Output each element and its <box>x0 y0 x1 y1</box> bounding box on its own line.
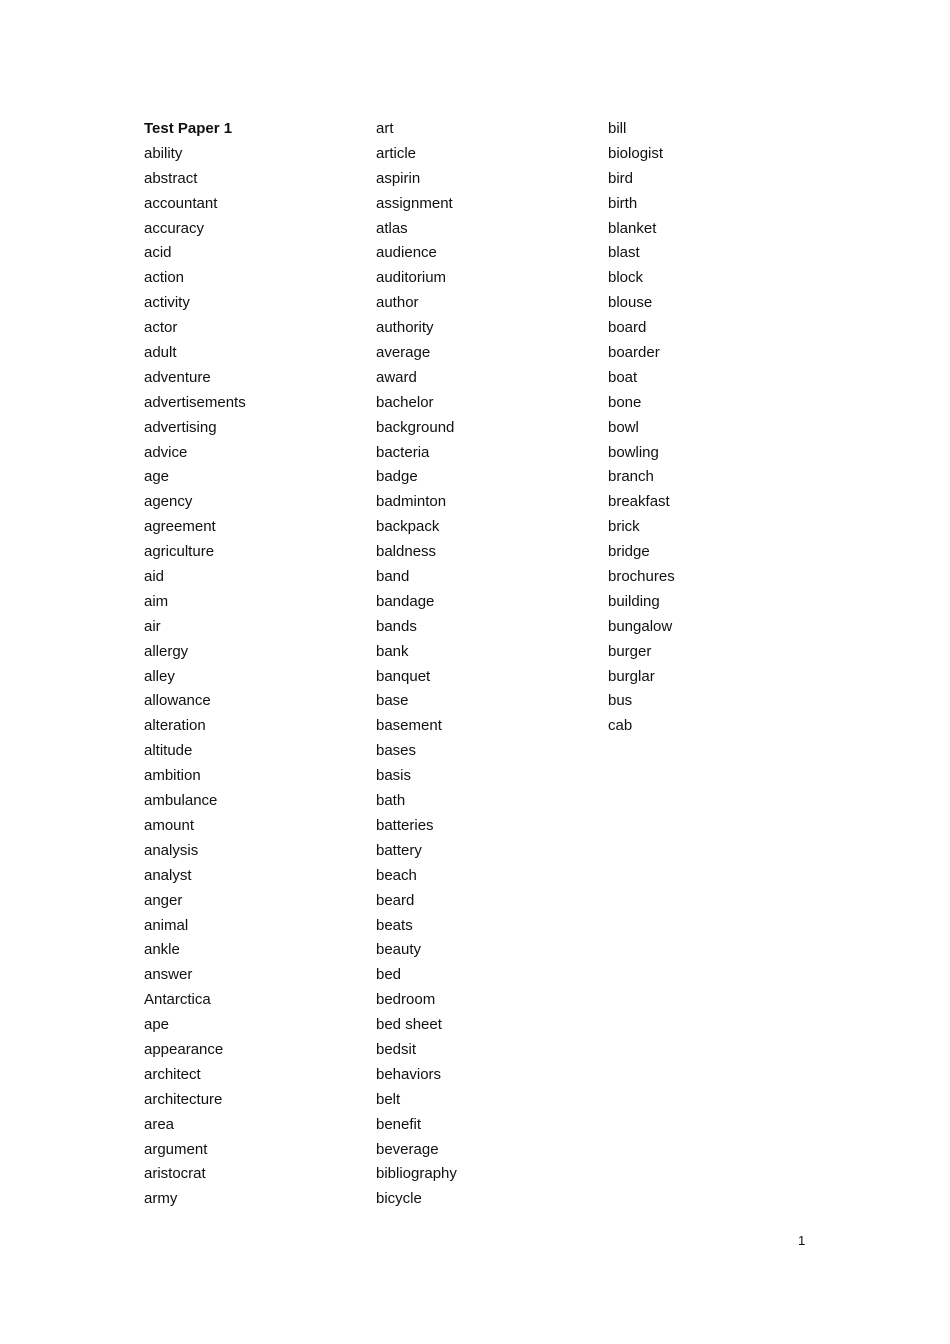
word-item: action <box>144 269 185 287</box>
word-item: ambulance <box>144 792 218 810</box>
word-item: bed <box>376 966 402 984</box>
word-item: amount <box>144 816 195 834</box>
word-item: bungalow <box>608 617 673 635</box>
word-item: baldness <box>376 543 437 561</box>
word-item: burger <box>608 642 652 660</box>
word-item: backpack <box>376 518 440 536</box>
word-item: audience <box>376 244 437 262</box>
word-item: bands <box>376 617 417 635</box>
word-item: aim <box>144 592 169 610</box>
word-item: award <box>376 368 417 386</box>
word-item: belt <box>376 1090 401 1108</box>
word-item: ankle <box>144 941 180 959</box>
word-item: biologist <box>608 144 664 162</box>
word-item: building <box>608 592 660 610</box>
word-item: allergy <box>144 642 189 660</box>
word-item: army <box>144 1190 178 1208</box>
word-item: badge <box>376 468 418 486</box>
word-item: band <box>376 568 410 586</box>
word-item: battery <box>376 841 422 859</box>
word-item: abstract <box>144 169 198 187</box>
word-item: bandage <box>376 592 435 610</box>
document-title: Test Paper 1 <box>144 120 233 137</box>
word-item: authority <box>376 319 434 337</box>
word-item: bill <box>608 120 627 137</box>
word-item: bases <box>376 742 417 760</box>
word-item: bridge <box>608 543 650 561</box>
word-item: bus <box>608 692 633 710</box>
word-item: argument <box>144 1140 208 1158</box>
word-item: air <box>144 617 161 635</box>
word-item: basement <box>376 717 442 735</box>
word-item: bedsit <box>376 1040 417 1058</box>
word-item: accuracy <box>144 219 205 237</box>
word-item: blast <box>608 244 640 262</box>
word-column-3 <box>608 117 675 739</box>
word-item: analyst <box>144 866 192 884</box>
word-item: altitude <box>144 742 193 760</box>
word-item: beverage <box>376 1140 439 1158</box>
word-item: architect <box>144 1065 201 1083</box>
word-item: agriculture <box>144 543 215 561</box>
word-item: badminton <box>376 493 447 511</box>
word-item: blouse <box>608 294 653 312</box>
word-item: bath <box>376 792 406 810</box>
word-item: boat <box>608 368 638 386</box>
word-item: ape <box>144 1016 170 1034</box>
word-item: actor <box>144 319 178 337</box>
word-item: age <box>144 468 170 486</box>
word-item: acid <box>144 244 172 262</box>
word-item: advertising <box>144 418 217 436</box>
word-item: advertisements <box>144 393 246 411</box>
word-item: behaviors <box>376 1065 442 1083</box>
word-item: background <box>376 418 455 436</box>
word-item: branch <box>608 468 654 486</box>
word-item: alley <box>144 667 175 685</box>
word-item: allowance <box>144 692 211 710</box>
word-item: birth <box>608 194 638 212</box>
word-item: beauty <box>376 941 422 959</box>
word-item: anger <box>144 891 183 909</box>
word-item: beard <box>376 891 415 909</box>
word-item: bed sheet <box>376 1016 442 1034</box>
word-item: answer <box>144 966 193 984</box>
word-item: average <box>376 344 431 362</box>
word-item: block <box>608 269 644 287</box>
word-item: blanket <box>608 219 657 237</box>
word-item: agreement <box>144 518 216 536</box>
word-item: aid <box>144 568 165 586</box>
word-item: bicycle <box>376 1190 422 1208</box>
word-item: bowl <box>608 418 639 436</box>
word-item: activity <box>144 294 190 312</box>
word-item: agency <box>144 493 193 511</box>
word-item: cab <box>608 717 633 735</box>
word-item: adventure <box>144 368 211 386</box>
word-item: breakfast <box>608 493 670 511</box>
word-item: alteration <box>144 717 206 735</box>
word-item: batteries <box>376 816 434 834</box>
word-item: architecture <box>144 1090 223 1108</box>
word-item: boarder <box>608 344 660 362</box>
word-item: bird <box>608 169 634 187</box>
word-item: basis <box>376 767 412 785</box>
word-item: author <box>376 294 419 312</box>
word-item: article <box>376 144 417 162</box>
word-item: banquet <box>376 667 431 685</box>
word-item: bachelor <box>376 393 434 411</box>
word-item: bacteria <box>376 443 430 461</box>
word-item: accountant <box>144 194 218 212</box>
word-item: art <box>376 120 394 137</box>
word-item: aspirin <box>376 169 421 187</box>
word-item: advice <box>144 443 188 461</box>
word-item: area <box>144 1115 175 1133</box>
word-item: atlas <box>376 219 408 237</box>
word-item: assignment <box>376 194 453 212</box>
word-item: beach <box>376 866 417 884</box>
word-item: beats <box>376 916 413 934</box>
word-item: auditorium <box>376 269 447 287</box>
word-item: bank <box>376 642 409 660</box>
word-item: animal <box>144 916 189 934</box>
word-item: burglar <box>608 667 655 685</box>
word-item: bibliography <box>376 1165 457 1183</box>
word-item: brochures <box>608 568 675 586</box>
word-item: base <box>376 692 409 710</box>
word-item: bowling <box>608 443 659 461</box>
word-item: board <box>608 319 647 337</box>
word-item: benefit <box>376 1115 422 1133</box>
word-column-2 <box>376 117 457 1212</box>
word-item: analysis <box>144 841 199 859</box>
word-item: adult <box>144 344 177 362</box>
word-item: ability <box>144 144 183 162</box>
word-column-1 <box>144 117 246 1212</box>
page-number: 1 <box>798 1233 806 1248</box>
word-item: ambition <box>144 767 201 785</box>
word-item: aristocrat <box>144 1165 206 1183</box>
word-item: bone <box>608 393 642 411</box>
word-item: bedroom <box>376 991 436 1009</box>
word-item: appearance <box>144 1040 224 1058</box>
word-item: Antarctica <box>144 991 211 1009</box>
word-item: brick <box>608 518 640 536</box>
